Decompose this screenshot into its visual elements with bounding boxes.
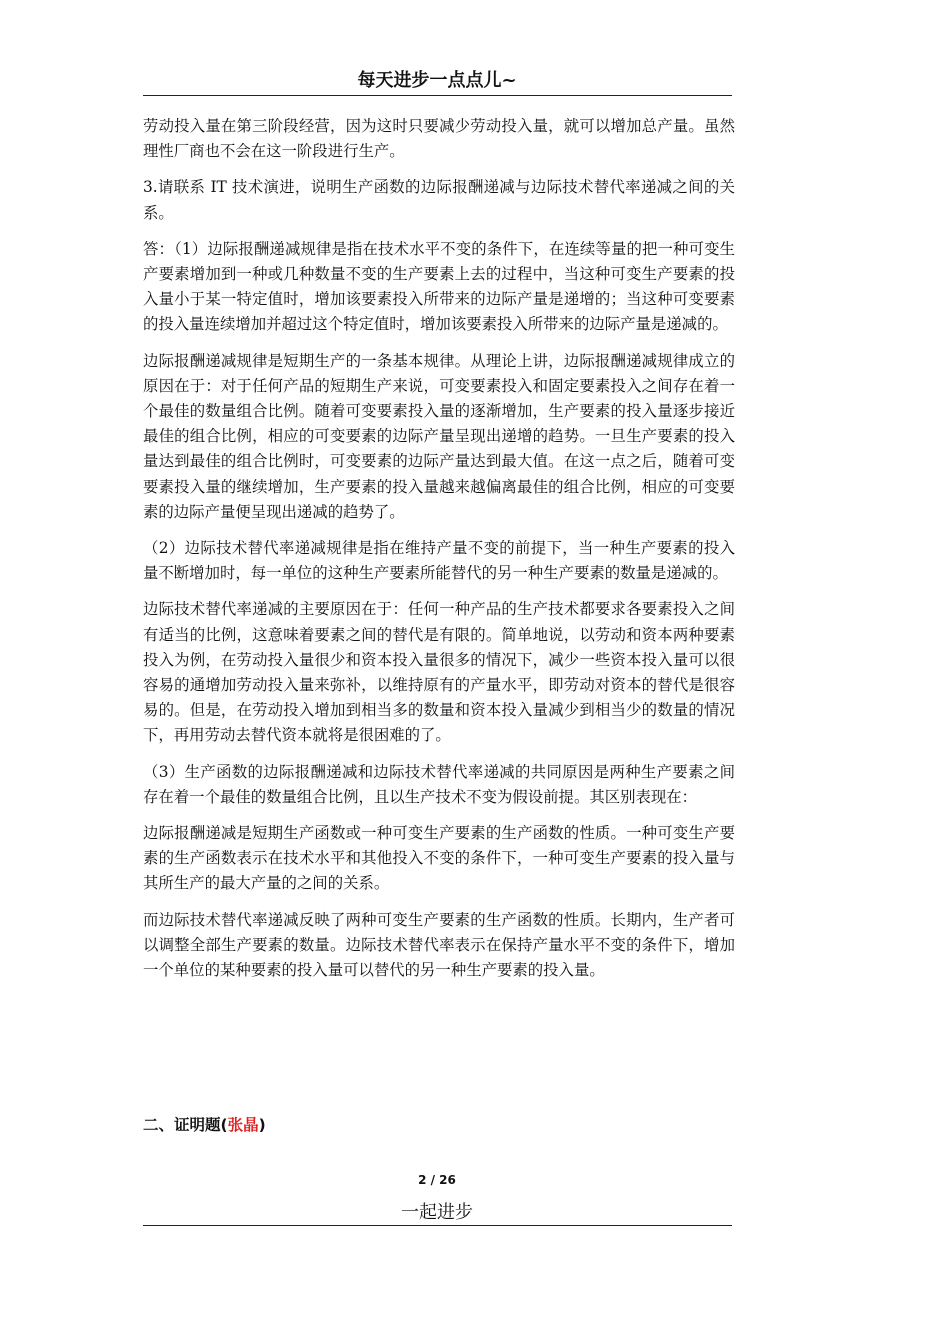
- paragraph: 劳动投入量在第三阶段经营，因为这时只要减少劳动投入量，就可以增加总产量。虽然理性厂商也不会在这一阶段进行生产。: [143, 117, 735, 161]
- paragraph: （2）边际技术替代率递减规律是指在维持产量不变的前提下，当一种生产要素的投入量不断增加时，每一单位的这种生产要素所能替代的另一种生产要素的数量是递减的。: [143, 539, 735, 583]
- footer-divider: [143, 1225, 732, 1226]
- answer-paragraph: 答：（1）边际报酬递减规律是指在技术水平不变的条件下，在连续等量的把一种可变生产要素增加到一种或几种数量不变的生产要素上去的过程中，当这种可变生产要素的投入量小于某一特定值时，增加该要素投入所带来的边际产量是递增的；当这种可变要素的投入量连续增加并超过这个特定值时，增加该要素投入所带来的边际产量是递减的。: [143, 239, 735, 334]
- document-body: [143, 114, 735, 994]
- paragraph: 边际报酬递减规律是短期生产的一条基本规律。从理论上讲，边际报酬递减规律成立的原因在于：对于任何产品的短期生产来说，可变要素投入和固定要素投入之间存在着一个最佳的数量组合比例。随着可变要素投入量的逐渐增加，生产要素的投入量逐步接近最佳的组合比例，相应的可变要素的边际产量呈现出递增的趋势。一旦生产要素的投入量达到最佳的组合比例时，可变要素的边际产量达到最大值。在这一点之后，随着可变要素投入量的继续增加，生产要素的投入量越来越偏离最佳的组合比例，相应的可变要素的边际产量便呈现出递减的趋势了。: [143, 351, 735, 521]
- section-title-prefix: 二、证明题(: [143, 1116, 228, 1134]
- page-number: 2 / 26: [418, 1173, 456, 1187]
- section-title: [143, 1113, 266, 1135]
- paragraph: 而边际技术替代率递减反映了两种可变生产要素的生产函数的性质。长期内，生产者可以调整全部生产要素的数量。边际技术替代率表示在保持产量水平不变的条件下，增加一个单位的某种要素的投入量可以替代的另一种生产要素的投入量。: [143, 910, 735, 980]
- paragraph: （3）生产函数的边际报酬递减和边际技术替代率递减的共同原因是两种生产要素之间存在着一个最佳的数量组合比例，且以生产技术不变为假设前提。其区别表现在：: [143, 762, 735, 806]
- paragraph: 边际报酬递减是短期生产函数或一种可变生产要素的生产函数的性质。一种可变生产要素的生产函数表示在技术水平和其他投入不变的条件下，一种可变生产要素的投入量与其所生产的最大产量的之间的关系。: [143, 824, 735, 893]
- paragraph: 边际技术替代率递减的主要原因在于：任何一种产品的生产技术都要求各要素投入之间有适当的比例，这意味着要素之间的替代是有限的。简单地说，以劳动和资本两种要素投入为例，在劳动投入量很少和资本投入量很多的情况下，减少一些资本投入量可以很容易的通增加劳动投入量来弥补，以维持原有的产量水平，即劳动对资本的替代是很容易的。但是，在劳动投入增加到相当多的数量和资本投入量减少到相当少的数量的情况下，再用劳动去替代资本就将是很困难的了。: [143, 600, 735, 745]
- section-author: 张晶: [227, 1116, 259, 1134]
- page-header: 每天进步一点点儿~: [357, 70, 517, 91]
- question-paragraph: 3.请联系 IT 技术演进，说明生产函数的边际报酬递减与边际技术替代率递减之间的关系。: [143, 178, 735, 222]
- header-divider: [143, 95, 732, 96]
- page-footer: 一起进步: [401, 1202, 473, 1223]
- section-title-suffix: ): [258, 1116, 266, 1134]
